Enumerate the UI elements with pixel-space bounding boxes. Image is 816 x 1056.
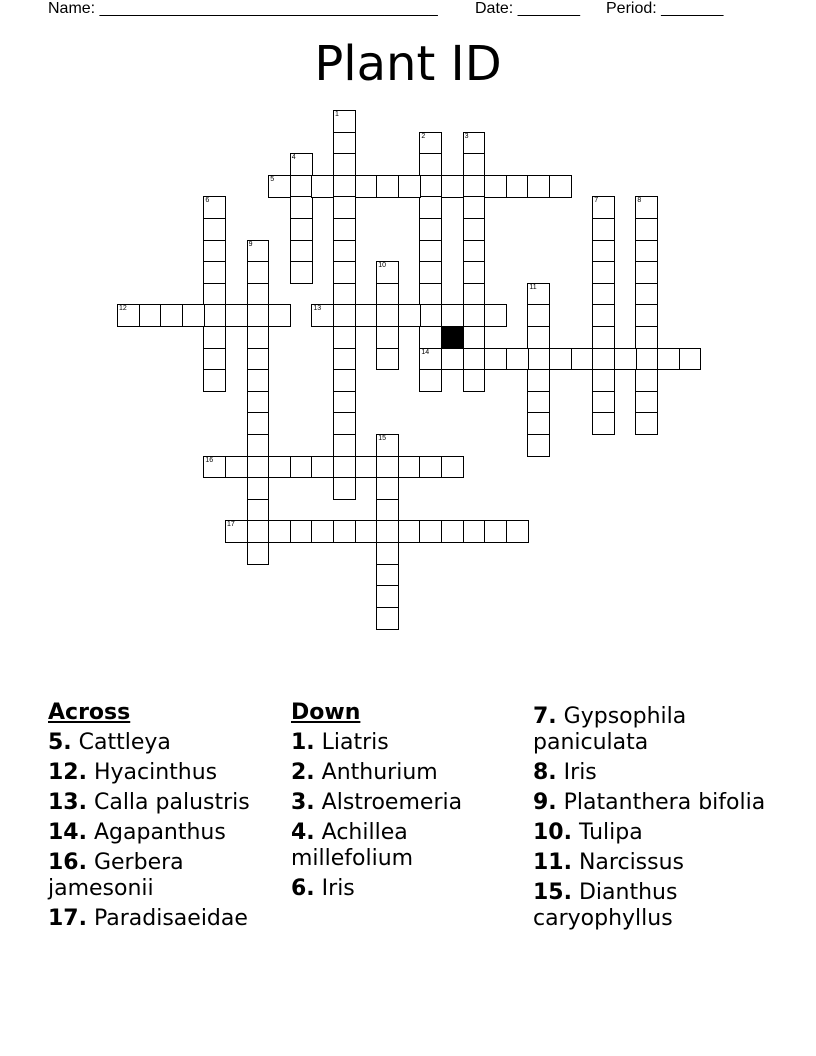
clue-number: 3 <box>464 132 469 140</box>
grid-cell[interactable] <box>592 348 615 371</box>
grid-cell[interactable] <box>635 391 658 414</box>
grid-cell[interactable] <box>333 412 356 435</box>
grid-cell[interactable] <box>355 456 378 479</box>
grid-cell[interactable] <box>333 326 356 349</box>
clue-text: Agapanthus <box>86 820 226 845</box>
clue-number: 2 <box>421 132 426 140</box>
grid-cell[interactable] <box>441 175 464 198</box>
grid-cell[interactable] <box>419 326 442 349</box>
clue-num: 9. <box>533 790 557 815</box>
grid-cell[interactable] <box>463 196 486 219</box>
grid-cell[interactable] <box>635 218 658 241</box>
clue-number: 16 <box>205 456 214 464</box>
grid-cell[interactable] <box>463 240 486 263</box>
grid-cell[interactable] <box>463 175 486 198</box>
grid-cell[interactable] <box>225 520 248 543</box>
grid-cell[interactable] <box>376 326 399 349</box>
clue-number: 11 <box>529 283 537 291</box>
date-line[interactable]: _______ <box>517 0 580 17</box>
grid-cell[interactable] <box>441 456 464 479</box>
clue-text: Tulipa <box>571 820 643 845</box>
grid-cell[interactable] <box>247 434 270 457</box>
down-clue <box>533 820 773 846</box>
grid-cell[interactable] <box>635 283 658 306</box>
grid-cell[interactable] <box>635 348 658 371</box>
grid-cell[interactable] <box>506 175 529 198</box>
grid-cell[interactable] <box>463 218 486 241</box>
clue-num: 11. <box>533 850 572 875</box>
clue-num: 5. <box>48 730 72 755</box>
grid-cell[interactable] <box>203 196 226 219</box>
grid-cell[interactable] <box>290 261 313 284</box>
grid-cell[interactable] <box>419 240 442 263</box>
grid-cell[interactable] <box>419 304 442 327</box>
clue-num: 6. <box>291 876 315 901</box>
clue-number: 12 <box>119 305 127 313</box>
grid-cell[interactable] <box>419 283 442 306</box>
grid-cell[interactable] <box>268 175 291 198</box>
grid-cell[interactable] <box>527 304 550 327</box>
grid-cell[interactable] <box>441 348 464 371</box>
grid-cell[interactable] <box>247 369 270 392</box>
grid-cell[interactable] <box>635 369 658 392</box>
clue-num: 3. <box>291 790 315 815</box>
clue-number: 4 <box>291 154 296 162</box>
clue-number: 6 <box>205 197 210 205</box>
grid-cell[interactable] <box>635 261 658 284</box>
grid-cell[interactable] <box>139 304 162 327</box>
grid-cell[interactable] <box>592 391 615 414</box>
clue-text: Alstroemeria <box>314 790 463 815</box>
clue-number: 17 <box>227 521 235 529</box>
grid-cell[interactable] <box>376 434 399 457</box>
grid-cell[interactable] <box>527 175 550 198</box>
grid-cell[interactable] <box>376 499 399 522</box>
grid-cell[interactable] <box>441 520 464 543</box>
clue-text: Iris <box>556 760 597 785</box>
grid-cell[interactable] <box>290 175 313 198</box>
grid-cell[interactable] <box>247 477 270 500</box>
across-clue <box>48 820 278 846</box>
grid-cell[interactable] <box>549 175 572 198</box>
grid-cell[interactable] <box>441 304 464 327</box>
grid-cell[interactable] <box>463 304 486 327</box>
clue-text: Gypsophila paniculata <box>533 704 687 755</box>
grid-cell[interactable] <box>506 520 529 543</box>
grid-cell[interactable] <box>679 348 702 371</box>
grid-cell[interactable] <box>635 304 658 327</box>
grid-cell[interactable] <box>247 456 270 479</box>
clue-number: 1 <box>335 111 339 118</box>
grid-cell[interactable] <box>484 348 507 371</box>
grid-cell[interactable] <box>355 520 378 543</box>
grid-cell[interactable] <box>311 456 334 479</box>
grid-cell[interactable] <box>203 369 226 392</box>
grid-cell[interactable] <box>592 196 615 219</box>
grid-cell[interactable] <box>571 348 594 371</box>
grid-cell[interactable] <box>592 304 615 327</box>
clue-num: 15. <box>533 880 572 905</box>
down-clue <box>291 790 521 816</box>
grid-cell[interactable] <box>527 412 550 435</box>
grid-cell[interactable] <box>247 391 270 414</box>
down-clues <box>291 700 521 906</box>
grid-cell[interactable] <box>376 564 399 587</box>
clue-num: 16. <box>48 850 87 875</box>
grid-cell[interactable] <box>398 456 421 479</box>
clue-text: Dianthus caryophyllus <box>533 880 678 931</box>
clue-num: 13. <box>48 790 87 815</box>
clue-num: 17. <box>48 906 87 931</box>
clue-number: 7 <box>594 197 599 205</box>
grid-cell[interactable] <box>333 175 356 198</box>
grid-cell[interactable] <box>419 369 442 392</box>
grid-cell[interactable] <box>247 240 270 263</box>
grid-cell[interactable] <box>203 456 226 479</box>
across-clue <box>48 730 278 756</box>
grid-cell[interactable] <box>203 218 226 241</box>
across-clues <box>48 700 278 936</box>
clue-num: 12. <box>48 760 87 785</box>
clue-text: Calla palustris <box>86 790 250 815</box>
across-clue <box>48 906 278 932</box>
clue-text: Paradisaeidae <box>86 906 248 931</box>
across-clue <box>48 850 278 902</box>
clue-text: Cattleya <box>71 730 171 755</box>
grid-cell[interactable] <box>657 348 680 371</box>
grid-cell[interactable] <box>419 196 442 219</box>
grid-cell[interactable] <box>592 218 615 241</box>
grid-cell[interactable] <box>463 520 486 543</box>
grid-cell[interactable] <box>247 520 270 543</box>
grid-cell[interactable] <box>247 283 270 306</box>
grid-cell[interactable] <box>311 175 334 198</box>
grid-cell[interactable] <box>247 261 270 284</box>
grid-cell[interactable] <box>463 132 486 155</box>
clue-number: 8 <box>637 197 642 205</box>
grid-cell[interactable] <box>376 304 399 327</box>
grid-cell[interactable] <box>333 283 356 306</box>
grid-cell[interactable] <box>592 261 615 284</box>
grid-cell[interactable] <box>419 132 442 155</box>
clue-text: Liatris <box>314 730 389 755</box>
grid-cell[interactable] <box>333 304 356 327</box>
grid-cell[interactable] <box>484 520 507 543</box>
grid-cell[interactable] <box>247 499 270 522</box>
down-clue <box>291 876 521 902</box>
grid-cell[interactable] <box>203 304 226 327</box>
grid-cell[interactable] <box>333 369 356 392</box>
grid-cell[interactable] <box>592 326 615 349</box>
grid-cell[interactable] <box>225 456 248 479</box>
grid-cell[interactable] <box>419 218 442 241</box>
grid-cell[interactable] <box>333 196 356 219</box>
grid-cell[interactable] <box>398 304 421 327</box>
grid-cell[interactable] <box>290 456 313 479</box>
grid-cell[interactable] <box>333 456 356 479</box>
clue-number: 14 <box>421 348 430 356</box>
grid-cell[interactable] <box>376 585 399 608</box>
grid-cell[interactable] <box>592 283 615 306</box>
clue-number: 10 <box>378 262 386 270</box>
clue-number: 9 <box>248 240 253 248</box>
grid-cell[interactable] <box>355 304 378 327</box>
grid-cell[interactable] <box>506 348 529 371</box>
grid-cell[interactable] <box>203 326 226 349</box>
clue-number: 5 <box>270 175 275 183</box>
grid-cell[interactable] <box>333 391 356 414</box>
clue-num: 2. <box>291 760 315 785</box>
down-clue <box>533 880 773 932</box>
grid-cell[interactable] <box>484 175 507 198</box>
grid-cell[interactable] <box>398 520 421 543</box>
grid-cell[interactable] <box>333 132 356 155</box>
grid-cell[interactable] <box>333 240 356 263</box>
grid-cell[interactable] <box>549 348 572 371</box>
grid-cell[interactable] <box>419 153 442 176</box>
across-heading: Across <box>48 700 131 725</box>
grid-cell[interactable] <box>225 304 248 327</box>
grid-cell[interactable] <box>333 434 356 457</box>
grid-cell[interactable] <box>311 304 334 327</box>
down-clue <box>533 850 773 876</box>
grid-cell[interactable] <box>463 153 486 176</box>
grid-cell[interactable] <box>182 304 205 327</box>
grid-cell[interactable] <box>484 304 507 327</box>
grid-cell[interactable] <box>635 240 658 263</box>
grid-cell[interactable] <box>290 520 313 543</box>
clue-num: 14. <box>48 820 87 845</box>
grid-cell[interactable] <box>635 196 658 219</box>
grid-cell[interactable] <box>419 175 442 198</box>
grid-cell[interactable] <box>527 369 550 392</box>
clue-num: 1. <box>291 730 315 755</box>
down-clue <box>291 760 521 786</box>
clue-number: 13 <box>313 305 322 313</box>
grid-cell[interactable] <box>376 283 399 306</box>
grid-cell[interactable] <box>290 240 313 263</box>
grid-cell[interactable] <box>333 477 356 500</box>
grid-cell[interactable] <box>527 326 550 349</box>
grid-cell[interactable] <box>333 110 356 133</box>
clue-text: Narcissus <box>571 850 685 875</box>
across-clue <box>48 790 278 816</box>
grid-cell[interactable] <box>614 348 637 371</box>
grid-cell[interactable] <box>376 520 399 543</box>
grid-cell[interactable] <box>376 542 399 565</box>
grid-cell[interactable] <box>247 348 270 371</box>
grid-cell[interactable] <box>290 196 313 219</box>
grid-cell[interactable] <box>592 369 615 392</box>
grid-cell[interactable] <box>311 520 334 543</box>
down-clue <box>533 790 773 816</box>
down-clues-continued <box>533 704 773 936</box>
grid-cell[interactable] <box>290 218 313 241</box>
clue-num: 4. <box>291 820 315 845</box>
name-line[interactable]: ______________________________________ <box>99 0 438 17</box>
clue-number: 15 <box>378 435 386 442</box>
clue-text: Iris <box>314 876 355 901</box>
grid-cell[interactable] <box>419 261 442 284</box>
grid-cell[interactable] <box>268 456 291 479</box>
grid-cell[interactable] <box>376 607 399 630</box>
grid-cell[interactable] <box>419 348 442 371</box>
grid-cell[interactable] <box>463 326 486 349</box>
grid-cell[interactable] <box>333 218 356 241</box>
grid-cell[interactable] <box>635 326 658 349</box>
grid-cell[interactable] <box>333 520 356 543</box>
clue-text: Gerbera jamesonii <box>48 850 184 901</box>
grid-cell[interactable] <box>268 304 291 327</box>
grid-cell[interactable] <box>419 520 442 543</box>
date-label: Date: <box>475 0 514 17</box>
down-clue <box>291 820 521 872</box>
grid-cell[interactable] <box>463 283 486 306</box>
grid-cell[interactable] <box>333 153 356 176</box>
grid-cell[interactable] <box>376 477 399 500</box>
grid-cell[interactable] <box>463 369 486 392</box>
down-clue <box>533 704 773 756</box>
grid-cell[interactable] <box>463 348 486 371</box>
grid-cell[interactable] <box>419 456 442 479</box>
grid-cell[interactable] <box>592 412 615 435</box>
across-clue <box>48 760 278 786</box>
grid-cell[interactable] <box>160 304 183 327</box>
name-label: Name: <box>48 0 96 17</box>
grid-cell[interactable] <box>376 456 399 479</box>
grid-cell[interactable] <box>247 326 270 349</box>
grid-cell[interactable] <box>398 175 421 198</box>
grid-cell[interactable] <box>117 304 140 327</box>
grid-cell[interactable] <box>635 412 658 435</box>
page-title: Plant ID <box>314 36 502 92</box>
grid-cell[interactable] <box>203 240 226 263</box>
grid-cell[interactable] <box>247 542 270 565</box>
period-label: Period: <box>606 0 657 17</box>
clue-text: Hyacinthus <box>86 760 218 785</box>
grid-cell[interactable] <box>333 348 356 371</box>
clue-num: 8. <box>533 760 557 785</box>
grid-cell[interactable] <box>463 261 486 284</box>
grid-cell[interactable] <box>527 391 550 414</box>
clue-text: Platanthera bifolia <box>556 790 766 815</box>
down-clue <box>533 760 773 786</box>
grid-cell[interactable] <box>355 175 378 198</box>
clue-num: 7. <box>533 704 557 729</box>
grid-cell[interactable] <box>247 304 270 327</box>
clue-text: Anthurium <box>314 760 438 785</box>
down-clue <box>291 730 521 756</box>
grid-cell[interactable] <box>247 412 270 435</box>
grid-cell[interactable] <box>203 348 226 371</box>
down-heading: Down <box>291 700 361 725</box>
grid-cell[interactable] <box>333 261 356 284</box>
clue-num: 10. <box>533 820 572 845</box>
black-cell <box>441 326 464 349</box>
grid-cell[interactable] <box>268 520 291 543</box>
grid-cell[interactable] <box>376 348 399 371</box>
grid-cell[interactable] <box>203 261 226 284</box>
grid-cell[interactable] <box>290 153 313 176</box>
period-line[interactable]: _______ <box>661 0 724 17</box>
grid-cell[interactable] <box>376 261 399 284</box>
grid-cell[interactable] <box>592 240 615 263</box>
grid-cell[interactable] <box>376 175 399 198</box>
grid-cell[interactable] <box>203 283 226 306</box>
grid-cell[interactable] <box>527 348 550 371</box>
clue-text: Achillea millefolium <box>291 820 414 871</box>
grid-cell[interactable] <box>527 283 550 306</box>
grid-cell[interactable] <box>527 434 550 457</box>
